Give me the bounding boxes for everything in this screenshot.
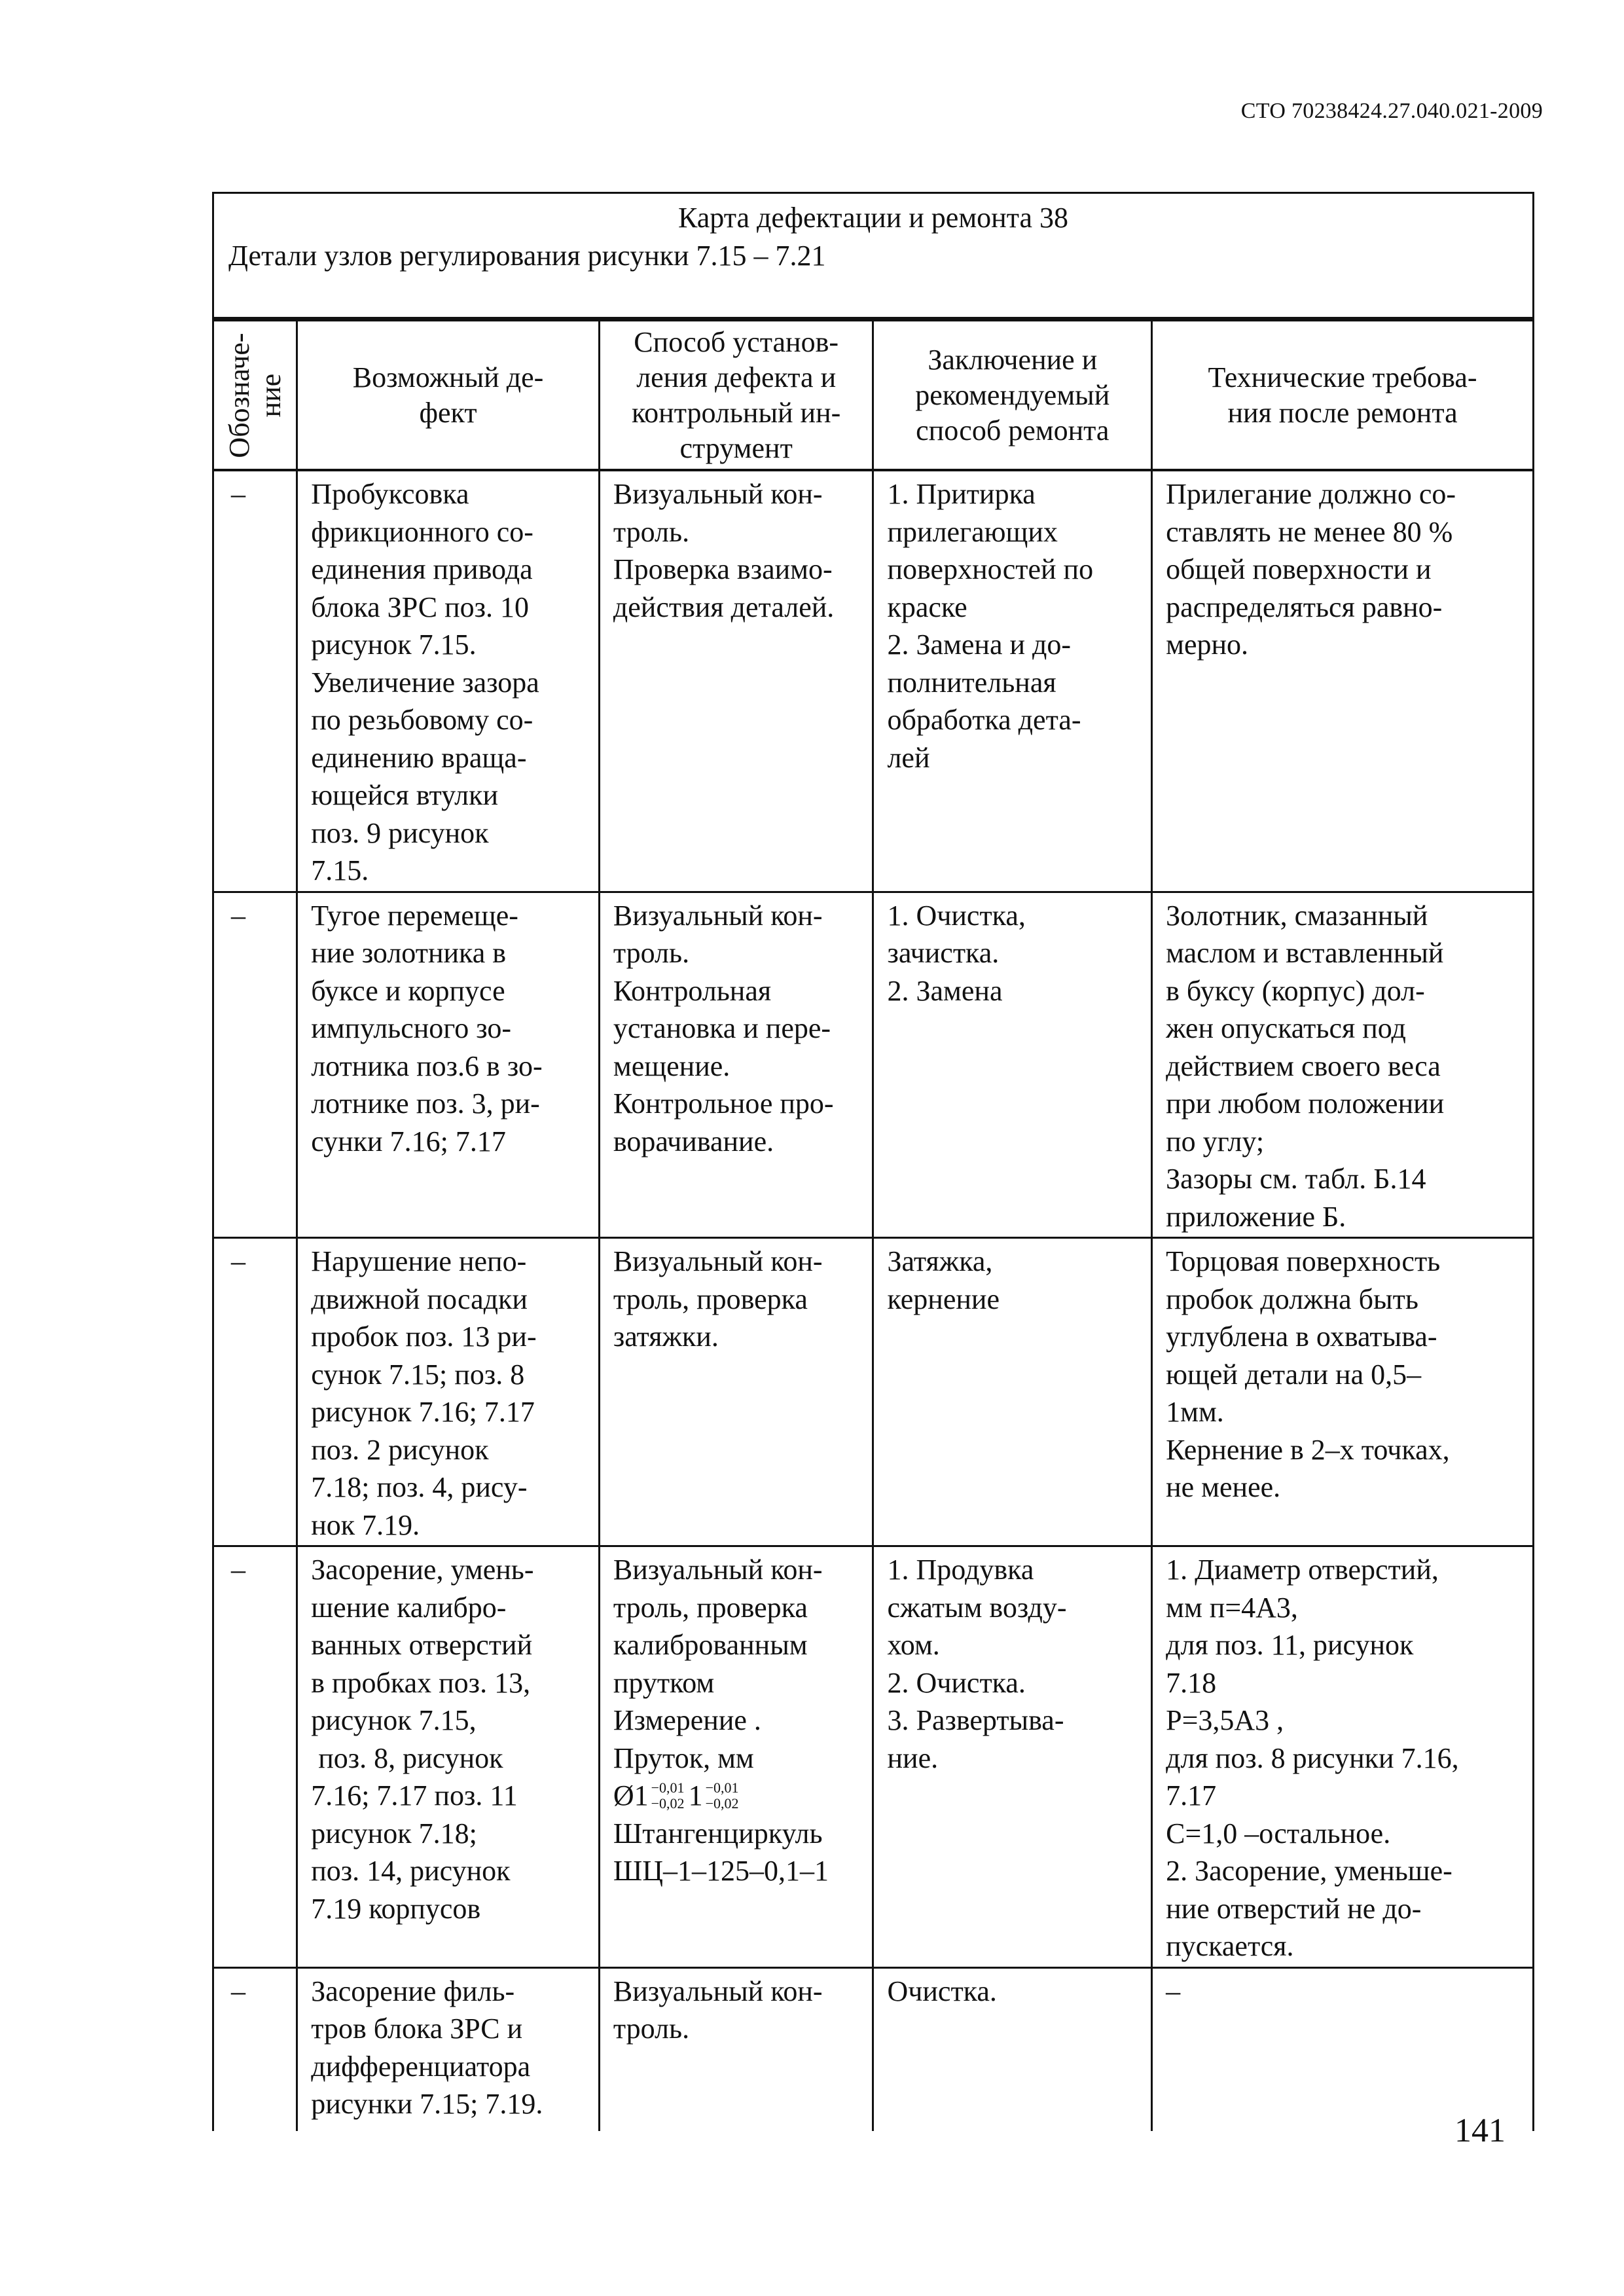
cell-text-line: мещение.	[613, 1049, 731, 1082]
cell-text-line: ния после ремонта	[1227, 396, 1458, 429]
cell-text-line: 1. Диаметр отверстий,	[1166, 1554, 1439, 1586]
cell-text-line: затяжки.	[613, 1321, 719, 1353]
cell-text-line: краске	[887, 591, 967, 623]
cell-text-line: Штангенциркуль	[613, 1817, 823, 1850]
cell-text-line: Контрольное про-	[613, 1087, 834, 1120]
cell-text-line: рисунки 7.15; 7.19.	[311, 2088, 543, 2120]
cell-text-line: прутком	[613, 1666, 715, 1699]
cell-text-line: приложение Б.	[1166, 1200, 1346, 1233]
cell-text-line: поз. 9 рисунок	[311, 816, 489, 849]
cell-text-line: не менее.	[1166, 1471, 1281, 1503]
tolerance-lower: −0,02	[705, 1795, 739, 1812]
cell-text-line: установка и пере-	[613, 1012, 831, 1044]
cell-text-line: блока ЗРС поз. 10	[311, 591, 530, 623]
cell-text-line: обработка дета-	[887, 704, 1081, 736]
dimension-prefix: Ø1	[613, 1779, 649, 1812]
cell-requirements	[1152, 1546, 1534, 1968]
table-row	[213, 1967, 1534, 2131]
cell-repair	[873, 892, 1152, 1238]
cell-text-line: рисунок 7.15,	[311, 1704, 477, 1736]
column-header-code-label: Обозначе- ние	[223, 332, 287, 458]
cell-text-line: 7.17	[1166, 1779, 1217, 1812]
cell-repair	[873, 1967, 1152, 2131]
cell-text-line: 2. Засорение, уменьше-	[1166, 1855, 1453, 1887]
column-header-method	[599, 319, 873, 471]
cell-text-line: Засорение, умень-	[311, 1554, 534, 1586]
cell-text-line: Технические требова-	[1208, 361, 1477, 393]
cell-text-line: Визуальный кон-	[613, 899, 823, 932]
column-header-defect	[297, 319, 600, 471]
cell-text-line: для поз. 11, рисунок	[1166, 1629, 1414, 1661]
cell-text-line: троль, проверка	[613, 1591, 808, 1624]
cell-text-line: ванных отверстий	[311, 1629, 533, 1661]
cell-text-line: рисунок 7.15.	[311, 629, 477, 661]
cell-text-line: прилегающих	[887, 515, 1058, 548]
cell-requirements	[1152, 470, 1534, 892]
table-row	[213, 892, 1534, 1238]
cell-text-line: поз. 2 рисунок	[311, 1433, 489, 1466]
card-title-cell	[213, 193, 1534, 319]
cell-text-line: Р=3,5А3 ,	[1166, 1704, 1284, 1736]
cell-text-line: –	[1166, 1975, 1181, 2007]
cell-designation: –	[213, 470, 297, 892]
table-row	[213, 470, 1534, 892]
cell-text-line: 2. Очистка.	[887, 1666, 1026, 1699]
cell-text-line: жен опускаться под	[1166, 1012, 1406, 1044]
cell-text-line: лей	[887, 741, 930, 774]
tolerance-upper: −0,01	[705, 1779, 739, 1796]
cell-text-line: Заключение и	[928, 343, 1098, 376]
cell-text-line: С=1,0 –остальное.	[1166, 1817, 1391, 1850]
cell-text-line: рисунок 7.18;	[311, 1817, 477, 1850]
cell-text-line: мерно.	[1166, 629, 1249, 661]
cell-text-line: сунки 7.16; 7.17	[311, 1125, 506, 1157]
cell-text-line: Золотник, смазанный	[1166, 899, 1428, 932]
cell-text-line: лотника поз.6 в зо-	[311, 1049, 543, 1082]
cell-text-line: для поз. 8 рисунки 7.16,	[1166, 1741, 1459, 1774]
cell-text-line: при любом положении	[1166, 1087, 1445, 1120]
cell-text-line: тров блока ЗРС и	[311, 2013, 523, 2045]
cell-text-line: действия деталей.	[613, 591, 835, 623]
cell-text-line: буксе и корпусе	[311, 974, 505, 1007]
cell-text-line: ние золотника в	[311, 937, 507, 969]
cell-text-line: 7.19 корпусов	[311, 1892, 481, 1925]
cell-text-line: Очистка.	[887, 1975, 997, 2007]
cell-designation: –	[213, 892, 297, 1238]
cell-requirements	[1152, 1238, 1534, 1546]
cell-text-line: Засорение филь-	[311, 1975, 515, 2007]
cell-defect	[297, 1238, 600, 1546]
cell-text-line: Контрольная	[613, 974, 772, 1007]
column-header-repair	[873, 319, 1152, 471]
cell-text-line: фрикционного со-	[311, 515, 533, 548]
cell-repair	[873, 470, 1152, 892]
card-subtitle: Детали узлов регулирования рисунки 7.15 – 7.21	[228, 239, 826, 272]
cell-text-line: движной посадки	[311, 1283, 528, 1315]
cell-defect	[297, 470, 600, 892]
cell-text-line: калиброванным	[613, 1629, 808, 1661]
cell-text-line: 1. Продувка	[887, 1554, 1034, 1586]
cell-text-line: зачистка.	[887, 937, 1000, 969]
table-row	[213, 1238, 1534, 1546]
cell-text-line: ворачивание.	[613, 1125, 774, 1157]
cell-text-line: 3. Развертыва-	[887, 1704, 1064, 1736]
tolerance-a	[651, 1780, 685, 1812]
cell-method	[599, 1967, 873, 2131]
cell-defect	[297, 892, 600, 1238]
cell-text-line: Визуальный кон-	[613, 478, 823, 510]
cell-text-line: ющей детали на 0,5–	[1166, 1358, 1422, 1391]
cell-text-line: поз. 8, рисунок	[311, 1741, 503, 1774]
page-number: 141	[1454, 2112, 1506, 2149]
cell-text-line: Измерение .	[613, 1704, 761, 1736]
cell-text-line: контрольный ин-	[632, 396, 841, 429]
cell-text-line: в буксу (корпус) дол-	[1166, 974, 1425, 1007]
cell-text-line: поверхностей по	[887, 553, 1094, 585]
cell-text-line: способ ремонта	[916, 414, 1110, 446]
cell-text-line: 2. Замена и до-	[887, 629, 1072, 661]
cell-text-line: общей поверхности и	[1166, 553, 1432, 585]
cell-text-line: Визуальный кон-	[613, 1975, 823, 2007]
cell-text-line: единению враща-	[311, 741, 527, 774]
cell-text-line: струмент	[679, 431, 793, 464]
cell-text-line: действием своего веса	[1166, 1049, 1441, 1082]
cell-text-line: троль.	[613, 2013, 690, 2045]
cell-text-line: в пробках поз. 13,	[311, 1666, 531, 1699]
cell-text-line: 1мм.	[1166, 1396, 1224, 1428]
tolerance-upper: −0,01	[651, 1779, 685, 1796]
cell-text-line: 7.16; 7.17 поз. 11	[311, 1779, 518, 1812]
cell-text-line: распределяться равно-	[1166, 591, 1443, 623]
cell-text-line: Зазоры см. табл. Б.14	[1166, 1163, 1426, 1195]
cell-text-line: Проверка взаимо-	[613, 553, 833, 585]
card-title: Карта дефектации и ремонта 38	[678, 202, 1068, 234]
cell-text-line: кернение	[887, 1283, 1000, 1315]
cell-text-line: хом.	[887, 1629, 940, 1661]
cell-text-line: сжатым возду-	[887, 1591, 1067, 1624]
cell-text-line: 2. Замена	[887, 974, 1003, 1007]
cell-text-line: 7.15.	[311, 854, 369, 886]
cell-text-line: троль, проверка	[613, 1283, 808, 1315]
dimension-mid: 1	[688, 1779, 703, 1812]
cell-text-line: по углу;	[1166, 1125, 1265, 1157]
cell-text-line: фект	[419, 396, 477, 429]
cell-text-line: мм п=4А3,	[1166, 1591, 1298, 1624]
cell-text-line: углублена в охватыва-	[1166, 1321, 1437, 1353]
cell-text-line: рекомендуемый	[915, 378, 1110, 411]
rod-dimension	[613, 1777, 859, 1815]
cell-text-line: Пруток, мм	[613, 1741, 754, 1774]
cell-text-line: полнительная	[887, 666, 1056, 699]
cell-text-line: сунок 7.15; поз. 8	[311, 1358, 525, 1391]
cell-repair	[873, 1238, 1152, 1546]
cell-text-line: Торцовая поверхность	[1166, 1245, 1441, 1277]
cell-text-line: ние.	[887, 1741, 939, 1774]
cell-requirements	[1152, 1967, 1534, 2131]
cell-method	[599, 1546, 873, 1968]
cell-designation: –	[213, 1967, 297, 2131]
cell-text-line: по резьбовому со-	[311, 704, 533, 736]
cell-text-line: единения привода	[311, 553, 533, 585]
cell-repair	[873, 1546, 1152, 1968]
cell-text-line: Пробуксовка	[311, 478, 469, 510]
column-header-row	[213, 319, 1534, 471]
cell-defect	[297, 1967, 600, 2131]
cell-text-line: нок 7.19.	[311, 1508, 420, 1541]
column-header-code	[213, 319, 297, 471]
cell-text-line: рисунок 7.16; 7.17	[311, 1396, 535, 1428]
cell-text-line: Увеличение зазора	[311, 666, 539, 699]
cell-text-line: Кернение в 2–х точках,	[1166, 1433, 1450, 1466]
cell-text-line: шение калибро-	[311, 1591, 507, 1624]
cell-text-line: Визуальный кон-	[613, 1245, 823, 1277]
cell-text-line: 1. Притирка	[887, 478, 1036, 510]
cell-text-line: Возможный де-	[352, 361, 544, 393]
cell-text-line: маслом и вставленный	[1166, 937, 1444, 969]
table-row	[213, 1546, 1534, 1968]
tolerance-lower: −0,02	[651, 1795, 685, 1812]
table-body	[213, 470, 1534, 2131]
cell-text-line: ШЦ–1–125–0,1–1	[613, 1855, 829, 1887]
cell-defect	[297, 1546, 600, 1968]
cell-text-line: поз. 14, рисунок	[311, 1855, 511, 1887]
defect-repair-card-table	[212, 192, 1534, 2131]
cell-text-line: ления дефекта и	[636, 361, 837, 393]
cell-text-line: троль.	[613, 937, 690, 969]
cell-text-line: пробок должна быть	[1166, 1283, 1418, 1315]
cell-method	[599, 892, 873, 1238]
cell-text-line: импульсного зо-	[311, 1012, 512, 1044]
cell-text-line: пробок поз. 13 ри-	[311, 1321, 537, 1353]
cell-text-line: лотнике поз. 3, ри-	[311, 1087, 540, 1120]
cell-text-line: Затяжка,	[887, 1245, 993, 1277]
cell-text-line: ющейся втулки	[311, 779, 499, 811]
cell-text-line: 7.18; поз. 4, рису-	[311, 1471, 528, 1503]
tolerance-b	[706, 1780, 739, 1812]
document-code: СТО 70238424.27.040.021-2009	[1240, 99, 1543, 123]
cell-text-line: 7.18	[1166, 1666, 1217, 1699]
cell-requirements	[1152, 892, 1534, 1238]
cell-method	[599, 470, 873, 892]
cell-text-line: ние отверстий не до-	[1166, 1892, 1422, 1925]
cell-text-line: Визуальный кон-	[613, 1554, 823, 1586]
cell-designation: –	[213, 1238, 297, 1546]
cell-designation: –	[213, 1546, 297, 1968]
cell-method	[599, 1238, 873, 1546]
cell-text-line: Нарушение непо-	[311, 1245, 527, 1277]
cell-text-line: Способ установ-	[634, 325, 839, 358]
cell-text-line: троль.	[613, 515, 690, 548]
cell-text-line: пускается.	[1166, 1930, 1294, 1962]
cell-text-line: Тугое перемеще-	[311, 899, 518, 932]
cell-text-line: дифференциатора	[311, 2050, 531, 2083]
cell-text-line: ставлять не менее 80 %	[1166, 515, 1453, 548]
column-header-requirements	[1152, 319, 1534, 471]
cell-text-line: 1. Очистка,	[887, 899, 1026, 932]
cell-text-line: Прилегание должно со-	[1166, 478, 1456, 510]
